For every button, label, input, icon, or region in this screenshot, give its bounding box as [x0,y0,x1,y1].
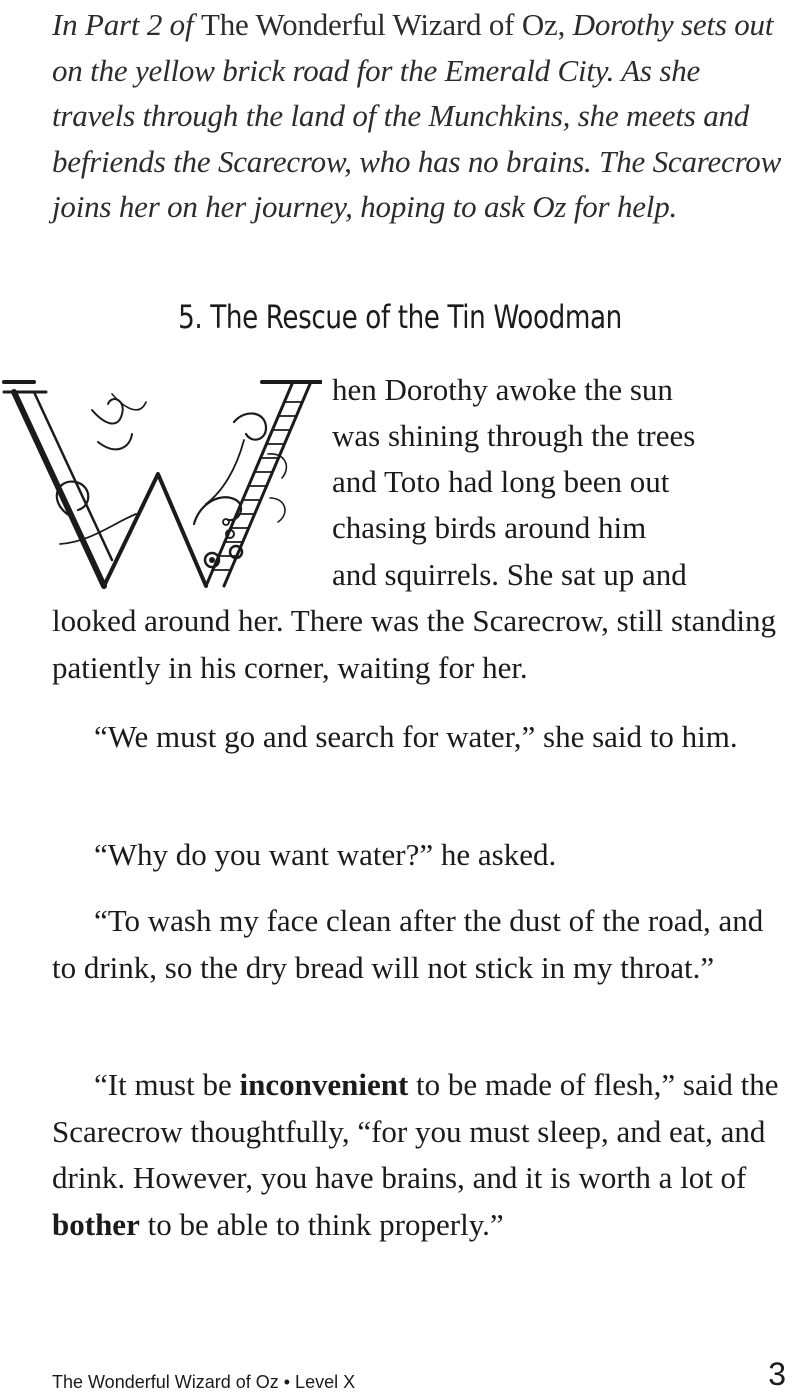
vocab-word-inconvenient: inconvenient [239,1067,409,1102]
vocab-word-bother: bother [52,1206,140,1242]
opening-line-1: hen Dorothy awoke the sun [332,372,673,407]
opening-line-2: was shining through the trees [332,418,696,453]
dialogue-paragraph-3: “To wash my face clean after the dust of the road, and to drink, so the dry bread will not stick in my throat.” [52,903,764,985]
page-number: 3 [768,1356,786,1392]
chapter-heading: 5. The Rescue of the Tin Woodman [178,298,622,336]
p4-part-a: “It must be [94,1067,240,1102]
footer-book-level: The Wonderful Wizard of Oz • Level X [52,1372,356,1392]
p4-part-e: to be able to think properly.” [139,1206,504,1242]
summary-book-title: The Wonderful Wizard of Oz, [200,7,566,42]
summary-text: Dorothy sets out on the yellow brick road for the Emerald City. As she travels through the land of the Munchkins, she meets and befriends the Scarecrow, who has no brains. The Scarecrow joins her on her journey, hoping to ask Oz for help. [52,7,782,224]
dialogue-paragraph-2: “Why do you want water?” he asked. [94,837,557,872]
summary-part: In Part 2 of [52,7,201,42]
opening-line-3: and Toto had long been out [332,464,670,499]
opening-continuation: looked around her. There was the Scarecrow, still standing patiently in his corner, waiting for her. [52,603,776,685]
opening-line-4: chasing birds around him [332,510,647,545]
decorative-dropcap-w [0,374,322,596]
p4-part-c: to be made of flesh,” said the Scarecrow thoughtfully, “for you must sleep, and eat, and drink. However, you have brains, and it is worth a lot of [52,1067,779,1195]
dialogue-paragraph-4 [52,1062,782,1248]
opening-line-5: and squirrels. She sat up and [332,557,687,592]
chapter-summary [52,2,782,230]
dialogue-paragraph-1: “We must go and search for water,” she said to him. [94,719,738,754]
